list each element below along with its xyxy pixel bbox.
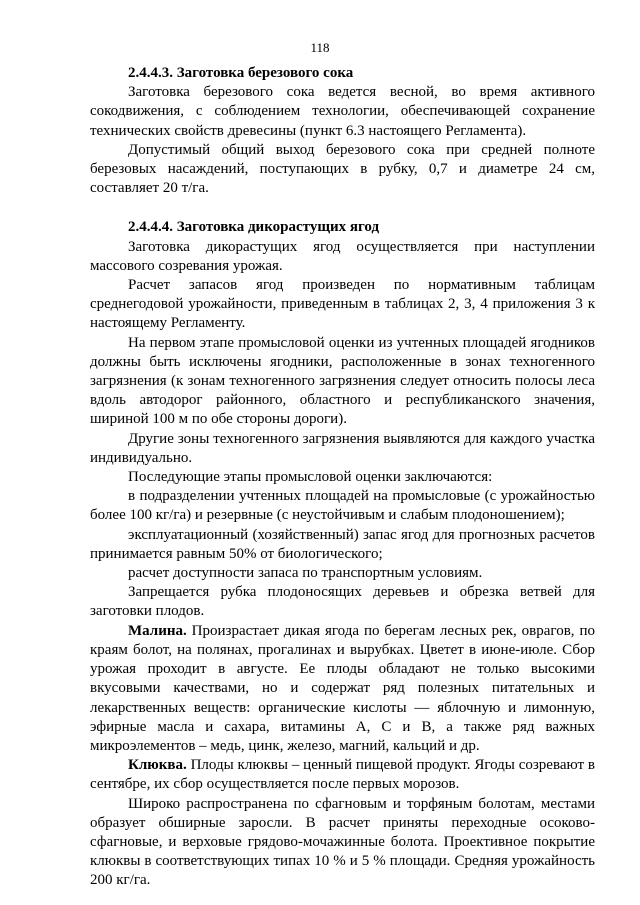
paragraph: Допустимый общий выход березового сока при средней полноте березовых насаждений, поступающих в рубку, 0,7 и диаметре 24 см, составляет 20 т/га. — [90, 141, 595, 197]
paragraph: в подразделении учтенных площадей на промысловые (с урожайностью более 100 кг/га) и резервные (с неустойчивым и слабым плодоношением); — [90, 488, 595, 524]
paragraph: Заготовка дикорастущих ягод осуществляется при наступлении массового созревания урожая. — [90, 238, 595, 274]
page-number: 118 — [310, 40, 330, 55]
paragraph: Последующие этапы промысловой оценки заключаются: — [128, 469, 493, 486]
page-body — [90, 64, 595, 891]
paragraph: расчет доступности запаса по транспортным условиям. — [128, 565, 483, 582]
paragraph: На первом этапе промысловой оценки из учтенных площадей ягодников должны быть исключены ягодники, расположенные в зонах техногенного загрязнения (к зонам техногенного загрязнения следует относить полосы леса вдоль автодорог районного, областного и республиканского значения, шириной 100 м по обе стороны дороги). — [90, 334, 595, 428]
spacer — [90, 198, 595, 218]
paragraph: Широко распространена по сфагновым и торфяным болотам, местами образует обширные заросли. В расчет приняты переходные осоково-сфагновые, и верховые грядово-мочажинные болота. Проективное покрытие клюквы в соответствующих типах 10 % и 5 % площади. Средняя урожайность 200 кг/га. — [90, 795, 595, 889]
raspberry-text: Произрастает дикая ягода по берегам лесных рек, оврагов, по краям болот, на полянах, прогалинах и вырубках. Цветет в июне-июле. Сбор урожая проходит в августе. Ее плоды обладают не только высокими вкусовыми качествами, но и содержат ряд полезных питательных и лекарственных веществ: органические кислоты — яблочную и лимонную, эфирные масла и сахара, витамины А, С и В, а также ряд важных микроэлементов – медь, цинк, железо, магний, кальций и др. — [90, 622, 595, 754]
paragraph: Заготовка березового сока ведется весной, во время активного сокодвижения, с соблюдением технологии, обеспечивающей сохранение технических свойств древесины (пункт 6.3 настоящего Регламента). — [90, 84, 595, 139]
paragraph-cranberry — [90, 756, 595, 794]
term-cranberry: Клюква. — [128, 757, 187, 774]
paragraph: эксплуатационный (хозяйственный) запас ягод для прогнозных расчетов принимается равным 50% от биологического; — [90, 526, 595, 562]
paragraph-raspberry — [90, 622, 595, 756]
section-heading-birch-sap: 2.4.4.3. Заготовка березового сока — [128, 65, 354, 81]
paragraph: Расчет запасов ягод произведен по нормативным таблицам среднегодовой урожайности, приведенным в таблицах 2, 3, 4 приложения 3 к настоящему Регламенту. — [90, 277, 595, 332]
term-raspberry: Малина. — [128, 622, 187, 639]
cranberry-text: Плоды клюквы – ценный пищевой продукт. Ягоды созревают в сентябре, их сбор осуществляется после первых морозов. — [90, 757, 595, 793]
section-heading-wild-berries: 2.4.4.4. Заготовка дикорастущих ягод — [128, 219, 380, 236]
paragraph: Другие зоны техногенного загрязнения выявляются для каждого участка индивидуально. — [90, 430, 595, 466]
paragraph: Запрещается рубка плодоносящих деревьев и обрезка ветвей для заготовки плодов. — [90, 584, 595, 620]
